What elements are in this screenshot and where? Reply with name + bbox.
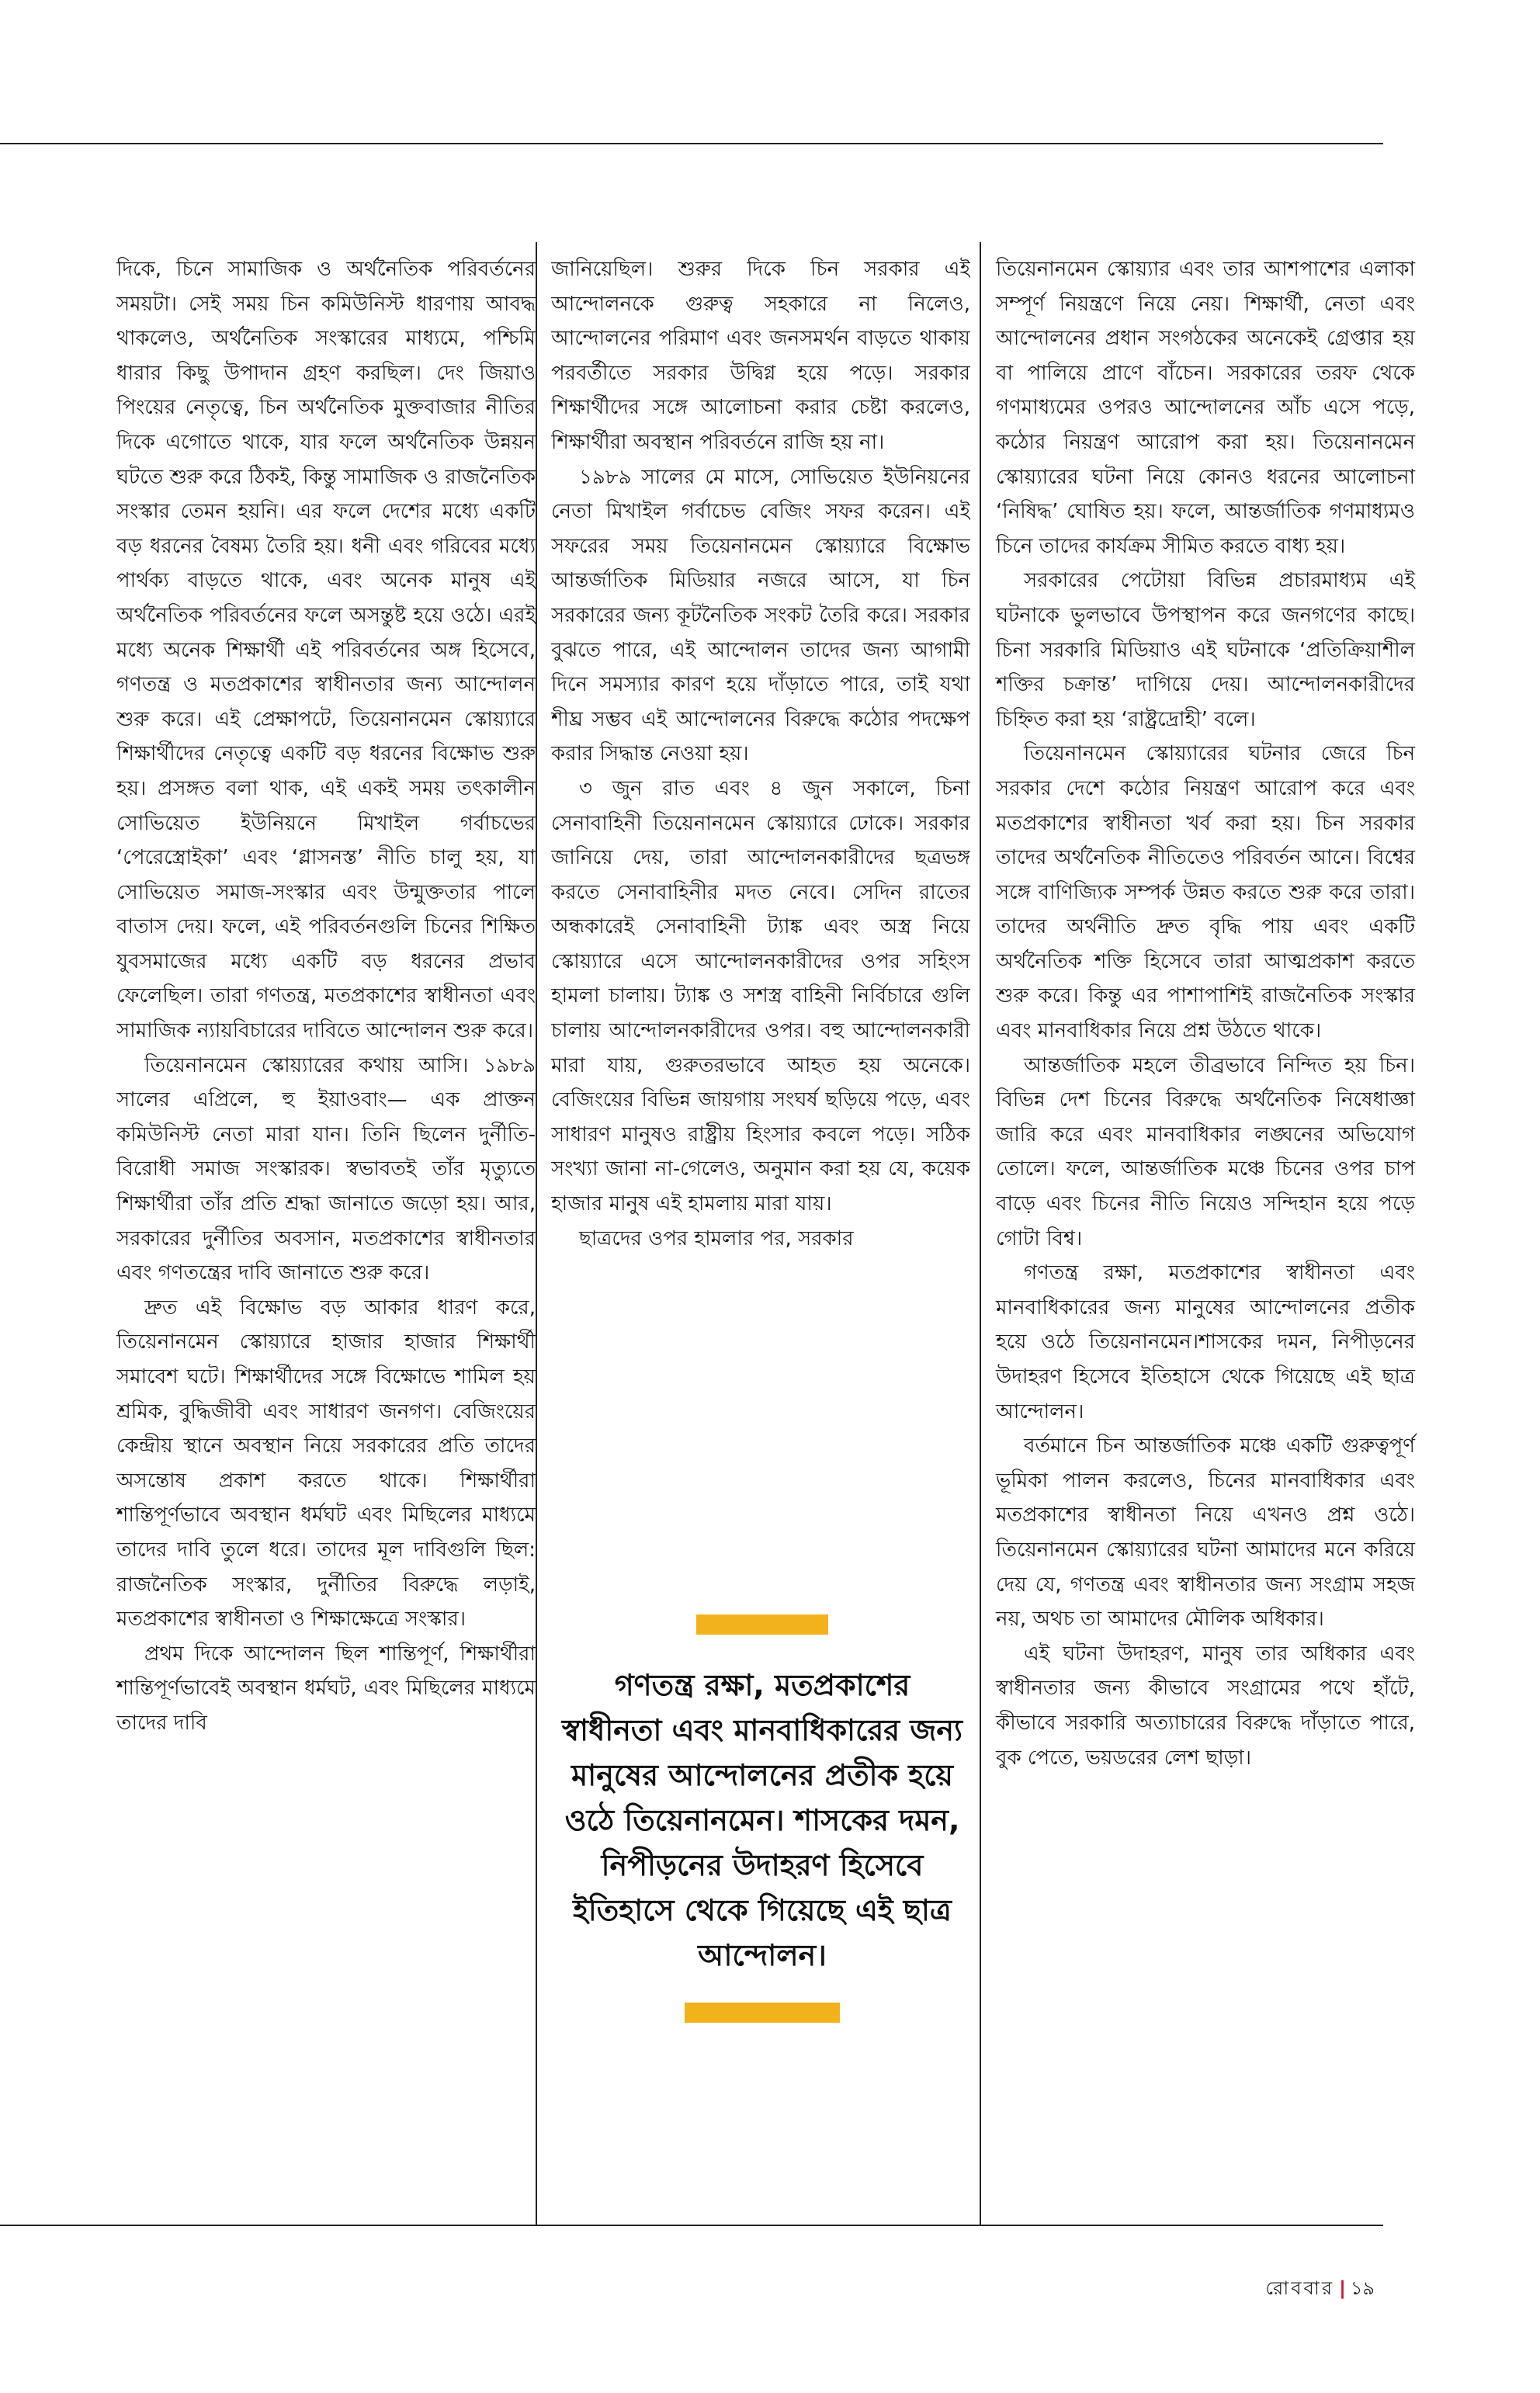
paragraph: তিয়েনানমেন স্কোয়্যারের কথায় আসি। ১৯৮৯ সালের এপ্রিলে, হু ইয়াওবাং— এক প্রাক্তন কমিউনিস্ট নেতা মারা যান। তিনি ছিলেন দুর্নীতি-বিরোধী সমাজ সংস্কারক। স্বভাবতই তাঁর মৃত্যুতে শিক্ষার্থীরা তাঁর প্রতি শ্রদ্ধা জানাতে জড়ো হয়। আর, সরকারের দুর্নীতির অবসান, মতপ্রকাশের স্বাধীনতার এবং গণতন্ত্রের দাবি জানাতে শুরু করে। [116, 1053, 536, 1285]
paragraph: ৩ জুন রাত এবং ৪ জুন সকালে, চিনা সেনাবাহিনী তিয়েনানমেন স্কোয়্যারে ঢোকে। সরকার জানিয়ে দেয়, তারা আন্দোলনকারীদের ছত্রভঙ্গ করতে সেনাবাহিনীর মদত নেবে। সেদিন রাতের অন্ধকারেই সেনাবাহিনী ট্যাঙ্ক এবং অস্ত্র নিয়ে স্কোয়্যারে এসে আন্দোলনকারীদের ওপর সহিংস হামলা চালায়। ট্যাঙ্ক ও সশস্ত্র বাহিনী নির্বিচারে গুলি চালায় আন্দোলনকারীদের ওপর। বহু আন্দোলনকারী মারা যায়, গুরুতরভাবে আহত হয় অনেকে। বেজিংয়ের বিভিন্ন জায়গায় সংঘর্ষ ছড়িয়ে পড়ে, এবং সাধারণ মানুষও রাষ্ট্রীয় হিংসার কবলে পড়ে। সঠিক সংখ্যা জানা না-গেলেও, অনুমান করা হয় যে, কয়েক হাজার মানুষ এই হামলায় মারা যায়। [551, 776, 970, 1216]
page-footer [1265, 2274, 1375, 2305]
paragraph: প্রথম দিকে আন্দোলন ছিল শান্তিপূর্ণ, শিক্ষার্থীরা শান্তিপূর্ণভাবেই অবস্থান ধর্মঘট, এবং মিছিলের মাধ্যমে তাদের দাবি [116, 1642, 536, 1735]
paragraph: দিকে, চিনে সামাজিক ও অর্থনৈতিক পরিবর্তনের সময়টা। সেই সময় চিন কমিউনিস্ট ধারণায় আবদ্ধ থাকলেও, অর্থনৈতিক সংস্কারের মাধ্যমে, পশ্চিমি ধারার কিছু উপাদান গ্রহণ করছিল। দেং জিয়াও পিংয়ের নেতৃত্বে, চিন অর্থনৈতিক মুক্তবাজার নীতির দিকে এগোতে থাকে, যার ফলে অর্থনৈতিক উন্নয়ন ঘটতে শুরু করে ঠিকই, কিন্তু সামাজিক ও রাজনৈতিক সংস্কার তেমন হয়নি। এর ফলে দেশের মধ্যে একটি বড় ধরনের বৈষম্য তৈরি হয়। ধনী এবং গরিবের মধ্যে পার্থক্য বাড়তে থাকে, এবং অনেক মানুষ এই অর্থনৈতিক পরিবর্তনের ফলে অসন্তুষ্ট হয়ে ওঠে। এরই মধ্যে অনেক শিক্ষার্থী এই পরিবর্তনের অঙ্গ হিসেবে, গণতন্ত্র ও মতপ্রকাশের স্বাধীনতার জন্য আন্দোলন শুরু করে। এই প্রেক্ষাপটে, তিয়েনানমেন স্কোয়্যারে শিক্ষার্থীদের নেতৃত্বে একটি বড় ধরনের বিক্ষোভ শুরু হয়। প্রসঙ্গত বলা থাক, এই একই সময় তৎকালীন সোভিয়েত ইউনিয়নে মিখাইল গর্বাচভের ‘পেরেস্ত্রোইকা’ এবং ‘গ্লাসনস্ত’ নীতি চালু হয়, যা সোভিয়েত সমাজ-সংস্কার এবং উন্মুক্ততার পালে বাতাস দেয়। ফলে, এই পরিবর্তনগুলি চিনের শিক্ষিত যুবসমাজের মধ্যে একটি বড় ধরনের প্রভাব ফেলেছিল। তারা গণতন্ত্র, মতপ্রকাশের স্বাধীনতা এবং সামাজিক ন্যায়বিচারের দাবিতে আন্দোলন শুরু করে। [116, 258, 536, 1043]
column-divider-left [536, 242, 537, 2226]
paragraph: সরকারের পেটোয়া বিভিন্ন প্রচারমাধ্যম এই ঘটনাকে ভুলভাবে উপস্থাপন করে জনগণের কাছে। চিনা সরকারি মিডিয়াও এই ঘটনাকে ‘প্রতিক্রিয়াশীল শক্তির চক্রান্ত’ দাগিয়ে দেয়। আন্দোলনকারীদের চিহ্নিত করা হয় ‘রাষ্ট্রদ্রোহী’ বলে। [996, 569, 1415, 731]
bottom-rule [0, 2225, 1383, 2226]
top-rule [0, 143, 1383, 144]
pull-quote-accent-bar-bottom [685, 2003, 840, 2023]
paragraph: তিয়েনানমেন স্কোয়্যার এবং তার আশপাশের এলাকা সম্পূর্ণ নিয়ন্ত্রণে নিয়ে নেয়। শিক্ষার্থী, নেতা এবং আন্দোলনের প্রধান সংগঠকের অনেকেই গ্রেপ্তার হয় বা পালিয়ে প্রাণে বাঁচেন। সরকারের তরফ থেকে গণমাধ্যমের ওপরও আন্দোলনের আঁচ এসে পড়ে, কঠোর নিয়ন্ত্রণ আরোপ করা হয়। তিয়েনানমেন স্কোয়্যারের ঘটনা নিয়ে কোনও ধরনের আলোচনা ‘নিষিদ্ধ’ ঘোষিত হয়। ফলে, আন্তর্জাতিক গণমাধ্যমও চিনে তাদের কার্যক্রম সীমিত করতে বাধ্য হয়। [996, 258, 1415, 558]
article-column-2 [551, 252, 970, 1556]
magazine-name: রোববার [1265, 2277, 1335, 2299]
pull-quote-text: গণতন্ত্র রক্ষা, মতপ্রকাশের স্বাধীনতা এবং মানবাধিকারের জন্য মানুষের আন্দোলনের প্রতীক হয়ে ওঠে তিয়েনানমেন। শাসকের দমন, নিপীড়নের উদাহরণ হিসেবে ইতিহাসে থেকে গিয়েছে এই ছাত্র আন্দোলন। [561, 1668, 963, 1972]
paragraph: বর্তমানে চিন আন্তর্জাতিক মঞ্চে একটি গুরুত্বপূর্ণ ভূমিকা পালন করলেও, চিনের মানবাধিকার এবং মতপ্রকাশের স্বাধীনতা নিয়ে এখনও প্রশ্ন ওঠে। তিয়েনানমেন স্কোয়্যারের ঘটনা আমাদের মনে করিয়ে দেয় যে, গণতন্ত্র এবং স্বাধীনতার জন্য সংগ্রাম সহজ নয়, অথচ তা আমাদের মৌলিক অধিকার। [996, 1434, 1415, 1632]
paragraph: দ্রুত এই বিক্ষোভ বড় আকার ধারণ করে, তিয়েনানমেন স্কোয়্যারে হাজার হাজার শিক্ষার্থী সমাবেশ ঘটে। শিক্ষার্থীদের সঙ্গে বিক্ষোভে শামিল হয় শ্রমিক, বুদ্ধিজীবী এবং সাধারণ জনগণ। বেজিংয়ের কেন্দ্রীয় স্থানে অবস্থান নিয়ে সরকারের প্রতি তাদের অসন্তোষ প্রকাশ করতে থাকে। শিক্ষার্থীরা শান্তিপূর্ণভাবে অবস্থান ধর্মঘট এবং মিছিলের মাধ্যমে তাদের দাবি তুলে ধরে। তাদের মূল দাবিগুলি ছিল: রাজনৈতিক সংস্কার, দুর্নীতির বিরুদ্ধে লড়াই, মতপ্রকাশের স্বাধীনতা ও শিক্ষাক্ষেত্রে সংস্কার। [116, 1295, 536, 1632]
paragraph: আন্তর্জাতিক মহলে তীব্রভাবে নিন্দিত হয় চিন। বিভিন্ন দেশ চিনের বিরুদ্ধে অর্থনৈতিক নিষেধাজ্ঞা জারি করে এবং মানবাধিকার লঙ্ঘনের অভিযোগ তোলে। ফলে, আন্তর্জাতিক মঞ্চে চিনের ওপর চাপ বাড়ে এবং চিনের নীতি নিয়েও সন্দিহান হয়ে পড়ে গোটা বিশ্ব। [996, 1053, 1415, 1250]
paragraph: জানিয়েছিল। শুরুর দিকে চিন সরকার এই আন্দোলনকে গুরুত্ব সহকারে না নিলেও, আন্দোলনের পরিমাণ এবং জনসমর্থন বাড়তে থাকায় পরবর্তীতে সরকার উদ্বিগ্ন হয়ে পড়ে। সরকার শিক্ষার্থীদের সঙ্গে আলোচনা করার চেষ্টা করলেও, শিক্ষার্থীরা অবস্থান পরিবর্তনে রাজি হয় না। [551, 258, 970, 454]
paragraph: ১৯৮৯ সালের মে মাসে, সোভিয়েত ইউনিয়নের নেতা মিখাইল গর্বাচেভ বেজিং সফর করেন। এই সফরের সময় তিয়েনানমেন স্কোয়্যারে বিক্ষোভ আন্তর্জাতিক মিডিয়ার নজরে আসে, যা চিন সরকারের জন্য কূটনৈতিক সংকট তৈরি করে। সরকার বুঝতে পারে, এই আন্দোলন তাদের জন্য আগামী দিনে সমস্যার কারণ হয়ে দাঁড়াতে পারে, তাই যথা শীঘ্র সম্ভব এই আন্দোলনের বিরুদ্ধে কঠোর পদক্ষেপ করার সিদ্ধান্ত নেওয়া হয়। [551, 465, 970, 766]
article-column-3 [996, 252, 1415, 1775]
paragraph: এই ঘটনা উদাহরণ, মানুষ তার অধিকার এবং স্বাধীনতার জন্য কীভাবে সংগ্রামের পথে হাঁটে, কীভাবে সরকারি অত্যাচারের বিরুদ্ধে দাঁড়াতে পারে, বুক পেতে, ভয়ডরের লেশ ছাড়া। [996, 1642, 1415, 1770]
page-number: ১৯ [1350, 2277, 1375, 2299]
paragraph: গণতন্ত্র রক্ষা, মতপ্রকাশের স্বাধীনতা এবং মানবাধিকারের জন্য মানুষের আন্দোলনের প্রতীক হয়ে ওঠে তিয়েনানমেন।শাসকের দমন, নিপীড়নের উদাহরণ হিসেবে ইতিহাসে থেকে গিয়েছে এই ছাত্র আন্দোলন। [996, 1261, 1415, 1424]
footer-separator: | [1339, 2277, 1346, 2299]
article-column-1 [116, 252, 536, 1741]
paragraph: তিয়েনানমেন স্কোয়্যারের ঘটনার জেরে চিন সরকার দেশে কঠোর নিয়ন্ত্রণ আরোপ করে এবং মতপ্রকাশের স্বাধীনতা খর্ব করা হয়। চিন সরকার তাদের অর্থনৈতিক নীতিতেও পরিবর্তন আনে। বিশ্বের সঙ্গে বাণিজ্যিক সম্পর্ক উন্নত করতে শুরু করে তারা। তাদের অর্থনীতি দ্রুত বৃদ্ধি পায় এবং একটি অর্থনৈতিক শক্তি হিসেবে তারা আত্মপ্রকাশ করতে শুরু করে। কিন্তু এর পাশাপাশিই রাজনৈতিক সংস্কার এবং মানবাধিকার নিয়ে প্রশ্ন উঠতে থাকে। [996, 742, 1415, 1043]
paragraph: ছাত্রদের ওপর হামলার পর, সরকার [579, 1226, 854, 1250]
column-divider-right [980, 242, 981, 2226]
pull-quote-accent-bar-top [696, 1614, 828, 1635]
pull-quote [560, 1608, 964, 2175]
